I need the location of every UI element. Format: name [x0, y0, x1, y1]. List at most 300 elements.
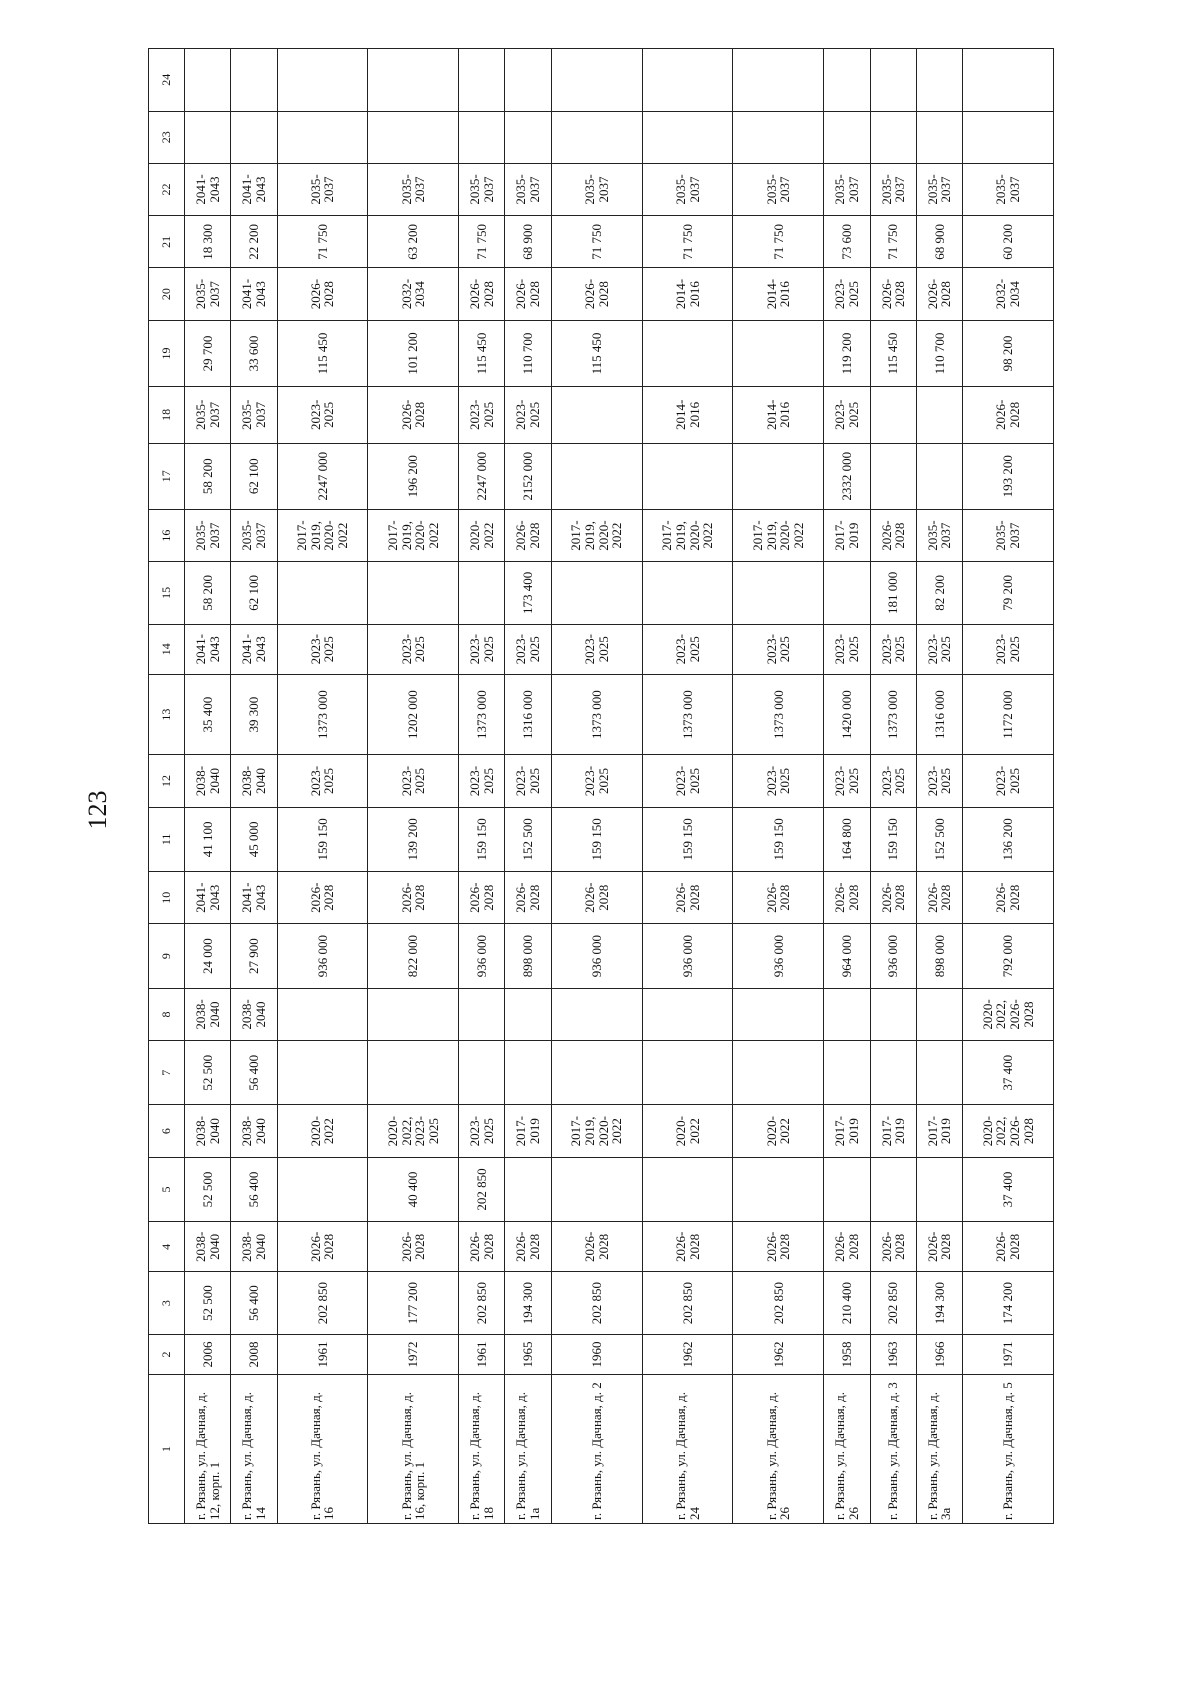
rotated-table-container: [148, 48, 1054, 1524]
table-cell: 22 200: [231, 216, 277, 268]
table-cell: [459, 562, 505, 624]
table-cell: [277, 1157, 368, 1221]
table-cell: 2023-2025: [642, 755, 733, 807]
page-number: 123: [83, 790, 112, 830]
table-cell: [916, 387, 962, 443]
table-cell: 68 900: [916, 216, 962, 268]
table-cell: [551, 562, 642, 624]
table-cell: [870, 1041, 916, 1105]
table-cell: 898 000: [505, 924, 551, 988]
table-cell: 1373 000: [459, 674, 505, 754]
table-cell: 2017-2019: [505, 1105, 551, 1157]
table-row: [642, 49, 733, 1524]
table-cell: [733, 1041, 824, 1105]
table-cell: 2026-2028: [368, 872, 459, 924]
address-cell: г. Рязань, ул. Дачная, д. 3: [870, 1375, 916, 1524]
table-cell: 2014-2016: [733, 387, 824, 443]
column-number-header: 10: [149, 872, 185, 924]
table-cell: 202 850: [642, 1272, 733, 1334]
table-cell: 2026-2028: [505, 509, 551, 561]
table-cell: [368, 1041, 459, 1105]
table-cell: 2035-2037: [459, 163, 505, 215]
table-cell: 2026-2028: [916, 1222, 962, 1272]
table-cell: [505, 111, 551, 163]
table-cell: 936 000: [551, 924, 642, 988]
table-cell: 2035-2037: [870, 163, 916, 215]
table-cell: 2026-2028: [642, 1222, 733, 1272]
table-cell: [870, 988, 916, 1040]
table-cell: [916, 443, 962, 509]
table-cell: 2017-2019, 2020-2022: [551, 509, 642, 561]
table-cell: 60 200: [963, 216, 1054, 268]
table-row: [231, 49, 277, 1524]
table-cell: 2023-2025: [916, 624, 962, 674]
table-cell: [916, 111, 962, 163]
table-cell: 2038-2040: [185, 1105, 231, 1157]
table-cell: 41 100: [185, 807, 231, 871]
table-cell: 71 750: [277, 216, 368, 268]
address-cell: г. Рязань, ул. Дачная, д. 26: [733, 1375, 824, 1524]
table-cell: 63 200: [368, 216, 459, 268]
table-cell: 2017-2019, 2020-2022: [368, 509, 459, 561]
table-cell: 2038-2040: [185, 755, 231, 807]
table-cell: 2035-2037: [551, 163, 642, 215]
column-number-header: 11: [149, 807, 185, 871]
table-cell: [368, 562, 459, 624]
table-cell: 2152 000: [505, 443, 551, 509]
table-cell: 110 700: [505, 320, 551, 386]
table-cell: [231, 49, 277, 112]
table-cell: 2023-2025: [459, 755, 505, 807]
table-cell: 1316 000: [916, 674, 962, 754]
table-cell: 45 000: [231, 807, 277, 871]
table-cell: [824, 1041, 870, 1105]
table-cell: [824, 111, 870, 163]
column-number-header: 2: [149, 1334, 185, 1374]
table-cell: 18 300: [185, 216, 231, 268]
table-cell: [551, 1041, 642, 1105]
table-cell: 98 200: [963, 320, 1054, 386]
table-cell: 139 200: [368, 807, 459, 871]
table-cell: 2023-2025: [551, 624, 642, 674]
table-cell: [368, 988, 459, 1040]
table-cell: 936 000: [459, 924, 505, 988]
table-cell: 62 100: [231, 443, 277, 509]
table-cell: 2026-2028: [459, 872, 505, 924]
column-number-header: 17: [149, 443, 185, 509]
table-cell: 2020-2022: [642, 1105, 733, 1157]
table-cell: 2026-2028: [551, 268, 642, 320]
table-cell: [459, 1041, 505, 1105]
table-cell: 56 400: [231, 1157, 277, 1221]
table-cell: 2023-2025: [824, 387, 870, 443]
table-cell: 193 200: [963, 443, 1054, 509]
table-cell: 2023-2025: [459, 387, 505, 443]
table-cell: [277, 562, 368, 624]
table-cell: 159 150: [733, 807, 824, 871]
table-cell: 1373 000: [870, 674, 916, 754]
year-built-cell: 1958: [824, 1334, 870, 1374]
table-cell: 2026-2028: [916, 268, 962, 320]
table-cell: 2023-2025: [916, 755, 962, 807]
year-built-cell: 2006: [185, 1334, 231, 1374]
table-cell: 2035-2037: [505, 163, 551, 215]
table-cell: 196 200: [368, 443, 459, 509]
address-cell: г. Рязань, ул. Дачная, д. 1а: [505, 1375, 551, 1524]
column-number-header: 4: [149, 1222, 185, 1272]
column-number-header: 3: [149, 1272, 185, 1334]
table-cell: 2023-2025: [459, 624, 505, 674]
table-cell: 136 200: [963, 807, 1054, 871]
table-cell: [824, 49, 870, 112]
table-cell: [733, 562, 824, 624]
table-row: [185, 49, 231, 1524]
table-cell: [505, 49, 551, 112]
table-cell: 2020-2022, 2026-2028: [963, 988, 1054, 1040]
table-cell: 159 150: [459, 807, 505, 871]
table-row: [916, 49, 962, 1524]
table-cell: 2035-2037: [277, 163, 368, 215]
table-cell: 152 500: [916, 807, 962, 871]
table-cell: 2017-2019: [824, 1105, 870, 1157]
year-built-cell: 1966: [916, 1334, 962, 1374]
table-cell: 202 850: [277, 1272, 368, 1334]
table-cell: 181 000: [870, 562, 916, 624]
table-cell: [963, 111, 1054, 163]
table-cell: 2020-2022, 2023-2025: [368, 1105, 459, 1157]
table-cell: 2035-2037: [916, 163, 962, 215]
table-cell: 82 200: [916, 562, 962, 624]
table-cell: [551, 111, 642, 163]
column-number-header: 15: [149, 562, 185, 624]
table-cell: 2023-2025: [368, 624, 459, 674]
column-number-header: 6: [149, 1105, 185, 1157]
table-cell: 2041-2043: [231, 872, 277, 924]
table-cell: 62 100: [231, 562, 277, 624]
table-cell: 2041-2043: [231, 163, 277, 215]
column-number-header: 20: [149, 268, 185, 320]
table-cell: 2023-2025: [277, 624, 368, 674]
table-cell: 2035-2037: [733, 163, 824, 215]
table-cell: [824, 1157, 870, 1221]
table-cell: 2041-2043: [185, 163, 231, 215]
table-cell: [642, 562, 733, 624]
table-cell: 194 300: [505, 1272, 551, 1334]
table-cell: 2035-2037: [963, 163, 1054, 215]
table-cell: 33 600: [231, 320, 277, 386]
table-cell: 2041-2043: [185, 872, 231, 924]
table-cell: 2026-2028: [368, 387, 459, 443]
table-cell: 115 450: [459, 320, 505, 386]
table-cell: 2026-2028: [368, 1222, 459, 1272]
table-cell: 2026-2028: [277, 1222, 368, 1272]
table-cell: 2035-2037: [231, 387, 277, 443]
table-cell: 2247 000: [277, 443, 368, 509]
table-cell: [870, 111, 916, 163]
table-row: [733, 49, 824, 1524]
year-built-cell: 2008: [231, 1334, 277, 1374]
table-cell: 2041-2043: [185, 624, 231, 674]
table-cell: 52 500: [185, 1157, 231, 1221]
table-cell: 2017-2019: [916, 1105, 962, 1157]
table-cell: 2020-2022: [733, 1105, 824, 1157]
table-cell: [963, 49, 1054, 112]
table-cell: 2023-2025: [824, 755, 870, 807]
table-cell: 2026-2028: [870, 872, 916, 924]
table-cell: 2014-2016: [642, 387, 733, 443]
table-cell: 2023-2025: [551, 755, 642, 807]
table-cell: 2026-2028: [505, 1222, 551, 1272]
table-cell: 2026-2028: [551, 1222, 642, 1272]
address-cell: г. Рязань, ул. Дачная, д. 24: [642, 1375, 733, 1524]
column-number-header: 14: [149, 624, 185, 674]
column-number-header: 1: [149, 1375, 185, 1524]
table-cell: [459, 49, 505, 112]
year-built-cell: 1962: [733, 1334, 824, 1374]
table-cell: 2035-2037: [231, 509, 277, 561]
year-built-cell: 1965: [505, 1334, 551, 1374]
table-cell: [642, 1157, 733, 1221]
table-cell: 164 800: [824, 807, 870, 871]
table-cell: 2026-2028: [963, 872, 1054, 924]
table-cell: 1316 000: [505, 674, 551, 754]
table-cell: 1373 000: [551, 674, 642, 754]
table-cell: 2026-2028: [824, 1222, 870, 1272]
table-cell: [642, 988, 733, 1040]
table-cell: 2017-2019, 2020-2022: [277, 509, 368, 561]
table-cell: 1373 000: [733, 674, 824, 754]
table-cell: 56 400: [231, 1272, 277, 1334]
table-cell: 2038-2040: [185, 988, 231, 1040]
table-cell: 39 300: [231, 674, 277, 754]
table-cell: 52 500: [185, 1041, 231, 1105]
table-cell: 115 450: [277, 320, 368, 386]
table-cell: 152 500: [505, 807, 551, 871]
table-cell: [368, 49, 459, 112]
table-cell: [642, 320, 733, 386]
table-cell: 2023-2025: [505, 387, 551, 443]
table-cell: 2023-2025: [963, 755, 1054, 807]
table-cell: 73 600: [824, 216, 870, 268]
column-number-header: 19: [149, 320, 185, 386]
table-cell: 2026-2028: [551, 872, 642, 924]
table-cell: 71 750: [642, 216, 733, 268]
table-row: [277, 49, 368, 1524]
table-cell: 159 150: [277, 807, 368, 871]
address-cell: г. Рязань, ул. Дачная, д. 3а: [916, 1375, 962, 1524]
table-cell: 2023-2025: [870, 755, 916, 807]
table-cell: 2026-2028: [916, 872, 962, 924]
table-cell: 2038-2040: [231, 755, 277, 807]
table-cell: 2038-2040: [231, 988, 277, 1040]
table-cell: [916, 49, 962, 112]
column-number-header: 12: [149, 755, 185, 807]
year-built-cell: 1961: [459, 1334, 505, 1374]
table-cell: 2035-2037: [642, 163, 733, 215]
table-cell: [459, 988, 505, 1040]
table-cell: 2026-2028: [733, 872, 824, 924]
table-cell: 173 400: [505, 562, 551, 624]
table-cell: 964 000: [824, 924, 870, 988]
table-cell: 2014-2016: [642, 268, 733, 320]
column-number-header: 9: [149, 924, 185, 988]
table-cell: 71 750: [551, 216, 642, 268]
table-cell: 2023-2025: [824, 268, 870, 320]
table-cell: 202 850: [459, 1272, 505, 1334]
address-cell: г. Рязань, ул. Дачная, д. 16, корп. 1: [368, 1375, 459, 1524]
table-cell: 822 000: [368, 924, 459, 988]
table-cell: [733, 443, 824, 509]
year-built-cell: 1961: [277, 1334, 368, 1374]
repair-schedule-table: [148, 48, 1054, 1524]
table-cell: 2026-2028: [963, 1222, 1054, 1272]
column-number-header: 23: [149, 111, 185, 163]
table-cell: [824, 988, 870, 1040]
table-cell: 110 700: [916, 320, 962, 386]
column-number-header: 7: [149, 1041, 185, 1105]
year-built-cell: 1960: [551, 1334, 642, 1374]
table-cell: [916, 988, 962, 1040]
table-row: [824, 49, 870, 1524]
table-cell: [870, 1157, 916, 1221]
table-cell: 2023-2025: [277, 755, 368, 807]
table-cell: [642, 49, 733, 112]
table-cell: 1373 000: [642, 674, 733, 754]
column-number-header: 16: [149, 509, 185, 561]
table-cell: 936 000: [277, 924, 368, 988]
table-cell: [642, 111, 733, 163]
table-cell: 71 750: [733, 216, 824, 268]
address-cell: г. Рязань, ул. Дачная, д. 18: [459, 1375, 505, 1524]
table-cell: [277, 988, 368, 1040]
table-row: [963, 49, 1054, 1524]
table-cell: 1373 000: [277, 674, 368, 754]
table-cell: 2023-2025: [733, 755, 824, 807]
table-cell: 2023-2025: [459, 1105, 505, 1157]
year-built-cell: 1962: [642, 1334, 733, 1374]
table-cell: 2023-2025: [733, 624, 824, 674]
table-cell: [185, 49, 231, 112]
column-number-header: 13: [149, 674, 185, 754]
table-cell: [231, 111, 277, 163]
table-cell: 2026-2028: [870, 509, 916, 561]
table-cell: 2035-2037: [963, 509, 1054, 561]
table-cell: [277, 1041, 368, 1105]
table-cell: 2020-2022: [459, 509, 505, 561]
table-cell: 71 750: [459, 216, 505, 268]
table-cell: 2017-2019, 2020-2022: [551, 1105, 642, 1157]
table-cell: 2023-2025: [505, 624, 551, 674]
table-cell: 2035-2037: [916, 509, 962, 561]
table-cell: 2026-2028: [870, 268, 916, 320]
table-cell: 2026-2028: [505, 268, 551, 320]
table-cell: 1172 000: [963, 674, 1054, 754]
address-cell: г. Рязань, ул. Дачная, д. 16: [277, 1375, 368, 1524]
table-cell: 2032-2034: [368, 268, 459, 320]
table-cell: 71 750: [870, 216, 916, 268]
table-cell: 119 200: [824, 320, 870, 386]
table-cell: 115 450: [870, 320, 916, 386]
table-cell: 2023-2025: [277, 387, 368, 443]
column-number-header: 21: [149, 216, 185, 268]
table-row: [459, 49, 505, 1524]
table-cell: 2332 000: [824, 443, 870, 509]
column-number-header: 18: [149, 387, 185, 443]
table-cell: 792 000: [963, 924, 1054, 988]
table-cell: [459, 111, 505, 163]
address-cell: г. Рязань, ул. Дачная, д. 14: [231, 1375, 277, 1524]
table-cell: 898 000: [916, 924, 962, 988]
table-cell: 2032-2034: [963, 268, 1054, 320]
table-cell: [368, 111, 459, 163]
table-cell: 37 400: [963, 1157, 1054, 1221]
address-cell: г. Рязань, ул. Дачная, д. 26: [824, 1375, 870, 1524]
table-cell: [733, 111, 824, 163]
address-cell: г. Рязань, ул. Дачная, д. 12, корп. 1: [185, 1375, 231, 1524]
table-cell: 1420 000: [824, 674, 870, 754]
table-cell: [824, 562, 870, 624]
table-cell: 202 850: [551, 1272, 642, 1334]
table-cell: 2020-2022: [277, 1105, 368, 1157]
table-cell: 27 900: [231, 924, 277, 988]
table-cell: 936 000: [733, 924, 824, 988]
table-cell: [642, 443, 733, 509]
column-number-row: [149, 49, 185, 1524]
year-built-cell: 1971: [963, 1334, 1054, 1374]
table-cell: 56 400: [231, 1041, 277, 1105]
table-cell: [551, 387, 642, 443]
table-cell: 2023-2025: [368, 755, 459, 807]
table-cell: 159 150: [551, 807, 642, 871]
table-cell: 2247 000: [459, 443, 505, 509]
table-cell: 2035-2037: [185, 509, 231, 561]
table-cell: 2026-2028: [870, 1222, 916, 1272]
table-cell: 35 400: [185, 674, 231, 754]
table-cell: [916, 1041, 962, 1105]
table-cell: 936 000: [870, 924, 916, 988]
table-cell: 2026-2028: [459, 268, 505, 320]
table-cell: 2023-2025: [824, 624, 870, 674]
table-cell: 2038-2040: [185, 1222, 231, 1272]
table-cell: 2026-2028: [277, 268, 368, 320]
table-cell: 210 400: [824, 1272, 870, 1334]
table-cell: 58 200: [185, 562, 231, 624]
table-cell: [505, 1041, 551, 1105]
table-cell: [551, 988, 642, 1040]
table-cell: [505, 988, 551, 1040]
year-built-cell: 1972: [368, 1334, 459, 1374]
table-row: [870, 49, 916, 1524]
table-cell: 202 850: [459, 1157, 505, 1221]
table-cell: 37 400: [963, 1041, 1054, 1105]
table-cell: [277, 49, 368, 112]
table-cell: [916, 1157, 962, 1221]
column-number-header: 5: [149, 1157, 185, 1221]
table-row: [505, 49, 551, 1524]
table-cell: [870, 49, 916, 112]
table-cell: 40 400: [368, 1157, 459, 1221]
table-cell: 52 500: [185, 1272, 231, 1334]
table-cell: 2026-2028: [642, 872, 733, 924]
table-cell: 115 450: [551, 320, 642, 386]
table-cell: [505, 1157, 551, 1221]
address-cell: г. Рязань, ул. Дачная, д. 5: [963, 1375, 1054, 1524]
table-cell: 2026-2028: [277, 872, 368, 924]
table-cell: 2035-2037: [368, 163, 459, 215]
table-cell: 1202 000: [368, 674, 459, 754]
column-number-header: 24: [149, 49, 185, 112]
table-cell: [733, 988, 824, 1040]
